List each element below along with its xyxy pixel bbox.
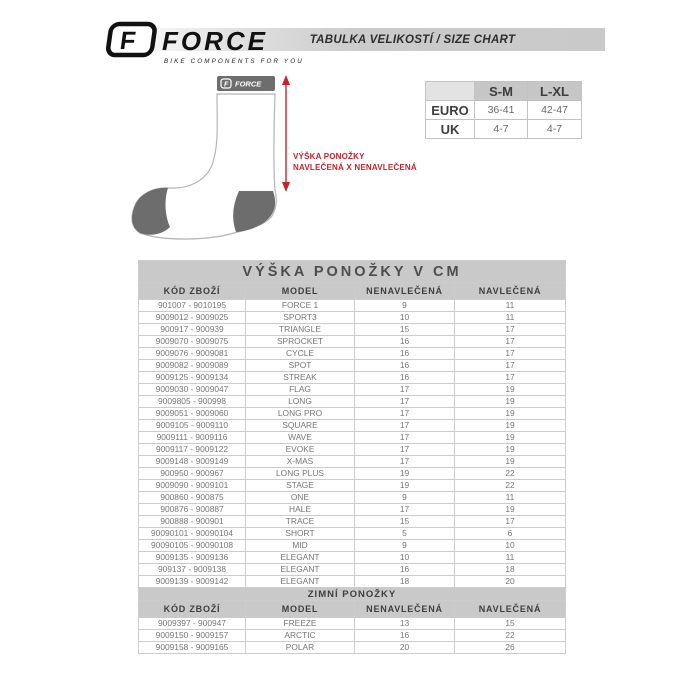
size-value: 42-47 (528, 101, 582, 120)
worn-cell: 17 (455, 372, 566, 384)
model-cell: SPORT3 (246, 312, 355, 324)
worn-cell: 19 (455, 384, 566, 396)
force-tagline: BIKE COMPONENTS FOR YOU (164, 58, 304, 65)
code-cell: 90090105 - 90090108 (139, 540, 246, 552)
code-cell: 901007 - 9010195 (139, 300, 246, 312)
unworn-cell: 16 (355, 336, 455, 348)
unworn-cell: 17 (355, 420, 455, 432)
worn-cell: 22 (455, 468, 566, 480)
unworn-cell: 16 (355, 360, 455, 372)
worn-cell: 17 (455, 348, 566, 360)
code-cell: 9009105 - 9009110 (139, 420, 246, 432)
unworn-cell: 18 (355, 576, 455, 588)
code-cell: 900950 - 900967 (139, 468, 246, 480)
unworn-cell: 20 (355, 642, 455, 654)
table-row (139, 492, 566, 504)
sock-cuff-logo-letter: F (224, 81, 229, 89)
table-row (139, 360, 566, 372)
worn-cell: 19 (455, 432, 566, 444)
column-header: KÓD ZBOŽÍ (139, 601, 246, 618)
worn-cell: 19 (455, 420, 566, 432)
worn-cell: 17 (455, 360, 566, 372)
size-value: 4-7 (475, 120, 528, 139)
table-row (139, 504, 566, 516)
table-title: VÝŠKA PONOŽKY V CM (139, 261, 566, 283)
table-row (139, 564, 566, 576)
model-cell: LONG PRO (246, 408, 355, 420)
unworn-cell: 10 (355, 552, 455, 564)
table-row (139, 420, 566, 432)
code-cell: 9009111 - 9009116 (139, 432, 246, 444)
code-cell: 9009076 - 9009081 (139, 348, 246, 360)
unworn-cell: 16 (355, 564, 455, 576)
size-column-header: L-XL (528, 82, 582, 101)
sock-cuff-logo-text: FORCE (235, 79, 262, 89)
worn-cell: 17 (455, 336, 566, 348)
model-cell: HALE (246, 504, 355, 516)
size-value: 36-41 (475, 101, 528, 120)
table-row (139, 312, 566, 324)
force-logo-mark (92, 21, 312, 69)
unworn-cell: 9 (355, 300, 455, 312)
model-cell: TRACE (246, 516, 355, 528)
model-cell: WAVE (246, 432, 355, 444)
height-table (138, 260, 566, 654)
winter-table-row (139, 642, 566, 654)
unworn-cell: 17 (355, 396, 455, 408)
model-cell: MID (246, 540, 355, 552)
model-cell: LONG PLUS (246, 468, 355, 480)
worn-cell: 22 (455, 630, 566, 642)
size-column-header: S-M (475, 82, 528, 101)
model-cell: ARCTIC (246, 630, 355, 642)
column-header: NENAVLEČENÁ (355, 601, 455, 618)
code-cell: 9009117 - 9009122 (139, 444, 246, 456)
worn-cell: 10 (455, 540, 566, 552)
code-cell: 9009030 - 9009047 (139, 384, 246, 396)
model-cell: STAGE (246, 480, 355, 492)
winter-section-row (139, 588, 566, 601)
code-cell: 9009051 - 9009060 (139, 408, 246, 420)
model-cell: CYCLE (246, 348, 355, 360)
annotation-line-2: NAVLEČENÁ X NENAVLEČENÁ (293, 163, 417, 172)
table-row (139, 516, 566, 528)
code-cell: 90090101 - 90090104 (139, 528, 246, 540)
unworn-cell: 10 (355, 312, 455, 324)
table-row (139, 396, 566, 408)
model-cell: STREAK (246, 372, 355, 384)
model-cell: LONG (246, 396, 355, 408)
code-cell: 9009150 - 9009157 (139, 630, 246, 642)
code-cell: 9009158 - 9009165 (139, 642, 246, 654)
model-cell: ELEGANT (246, 552, 355, 564)
unworn-cell: 15 (355, 516, 455, 528)
worn-cell: 19 (455, 504, 566, 516)
worn-cell: 15 (455, 618, 566, 630)
worn-cell: 22 (455, 480, 566, 492)
unworn-cell: 17 (355, 408, 455, 420)
worn-cell: 19 (455, 456, 566, 468)
worn-cell: 11 (455, 300, 566, 312)
worn-cell: 11 (455, 492, 566, 504)
sock-heel-patch (233, 191, 275, 232)
worn-cell: 19 (455, 408, 566, 420)
unworn-cell: 17 (355, 456, 455, 468)
size-table-header-row (426, 82, 582, 101)
unworn-cell: 15 (355, 324, 455, 336)
model-cell: ONE (246, 492, 355, 504)
code-cell: 9009090 - 9009101 (139, 480, 246, 492)
force-logo-letter: F (118, 27, 138, 55)
table-row (139, 432, 566, 444)
table-row (139, 348, 566, 360)
table-row (139, 456, 566, 468)
model-cell: TRIANGLE (246, 324, 355, 336)
worn-cell: 11 (455, 552, 566, 564)
model-cell: SPOT (246, 360, 355, 372)
code-cell: 900876 - 900887 (139, 504, 246, 516)
worn-cell: 18 (455, 564, 566, 576)
table-row (139, 528, 566, 540)
table-row (139, 576, 566, 588)
model-cell: SHORT (246, 528, 355, 540)
size-table-corner (426, 82, 475, 101)
model-cell: ELEGANT (246, 564, 355, 576)
code-cell: 9009805 - 900998 (139, 396, 246, 408)
unworn-cell: 5 (355, 528, 455, 540)
column-header: MODEL (246, 283, 355, 300)
size-table-row (426, 120, 582, 139)
column-header: NAVLEČENÁ (455, 601, 566, 618)
column-header: MODEL (246, 601, 355, 618)
worn-cell: 26 (455, 642, 566, 654)
unworn-cell: 16 (355, 372, 455, 384)
unworn-cell: 19 (355, 468, 455, 480)
sock-illustration (120, 70, 300, 242)
size-row-label: EURO (426, 101, 475, 120)
model-cell: ELEGANT (246, 576, 355, 588)
unworn-cell: 17 (355, 432, 455, 444)
code-cell: 900917 - 900939 (139, 324, 246, 336)
table-row (139, 480, 566, 492)
unworn-cell: 17 (355, 384, 455, 396)
size-row-label: UK (426, 120, 475, 139)
model-cell: FLAG (246, 384, 355, 396)
worn-cell: 19 (455, 444, 566, 456)
column-header: NENAVLEČENÁ (355, 283, 455, 300)
unworn-cell: 9 (355, 492, 455, 504)
sock-height-annotation (293, 151, 443, 173)
unworn-cell: 13 (355, 618, 455, 630)
winter-table-row (139, 618, 566, 630)
table-row (139, 552, 566, 564)
model-cell: FREEZE (246, 618, 355, 630)
model-cell: FORCE 1 (246, 300, 355, 312)
model-cell: SPROCKET (246, 336, 355, 348)
table-row (139, 372, 566, 384)
code-cell: 9009135 - 9009136 (139, 552, 246, 564)
model-cell: SQUARE (246, 420, 355, 432)
worn-cell: 6 (455, 528, 566, 540)
winter-column-header-row (139, 601, 566, 618)
code-cell: 900860 - 900875 (139, 492, 246, 504)
winter-table-row (139, 630, 566, 642)
code-cell: 909137 - 9009138 (139, 564, 246, 576)
annotation-line-1: VÝŠKA PONOŽKY (293, 152, 365, 161)
code-cell: 9009397 - 900947 (139, 618, 246, 630)
table-row (139, 408, 566, 420)
table-row (139, 324, 566, 336)
code-cell: 9009012 - 9009025 (139, 312, 246, 324)
model-cell: POLAR (246, 642, 355, 654)
worn-cell: 20 (455, 576, 566, 588)
column-header-row (139, 283, 566, 300)
unworn-cell: 16 (355, 630, 455, 642)
unworn-cell: 16 (355, 348, 455, 360)
worn-cell: 17 (455, 324, 566, 336)
code-cell: 9009139 - 9009142 (139, 576, 246, 588)
page-title: TABULKA VELIKOSTÍ / SIZE CHART (309, 33, 516, 46)
code-cell: 9009125 - 9009134 (139, 372, 246, 384)
code-cell: 9009082 - 9009089 (139, 360, 246, 372)
code-cell: 9009070 - 9009075 (139, 336, 246, 348)
column-header: KÓD ZBOŽÍ (139, 283, 246, 300)
worn-cell: 11 (455, 312, 566, 324)
code-cell: 9009148 - 9009149 (139, 456, 246, 468)
code-cell: 900888 - 900901 (139, 516, 246, 528)
unworn-cell: 17 (355, 444, 455, 456)
table-row (139, 468, 566, 480)
unworn-cell: 19 (355, 480, 455, 492)
table-title-row (139, 261, 566, 283)
model-cell: X-MAS (246, 456, 355, 468)
unworn-cell: 17 (355, 504, 455, 516)
worn-cell: 17 (455, 516, 566, 528)
force-logo (92, 21, 312, 74)
model-cell: EVOKE (246, 444, 355, 456)
force-wordmark: FORCE (162, 26, 268, 56)
size-table (425, 81, 582, 139)
unworn-cell: 9 (355, 540, 455, 552)
size-table-row (426, 101, 582, 120)
table-row (139, 336, 566, 348)
table-row (139, 384, 566, 396)
measure-arrow-icon (282, 75, 290, 192)
column-header: NAVLEČENÁ (455, 283, 566, 300)
table-row (139, 540, 566, 552)
worn-cell: 19 (455, 396, 566, 408)
table-row (139, 300, 566, 312)
winter-section-title: ZIMNÍ PONOŽKY (139, 588, 566, 601)
table-row (139, 444, 566, 456)
sock-toe-patch (132, 188, 170, 235)
size-value: 4-7 (528, 120, 582, 139)
